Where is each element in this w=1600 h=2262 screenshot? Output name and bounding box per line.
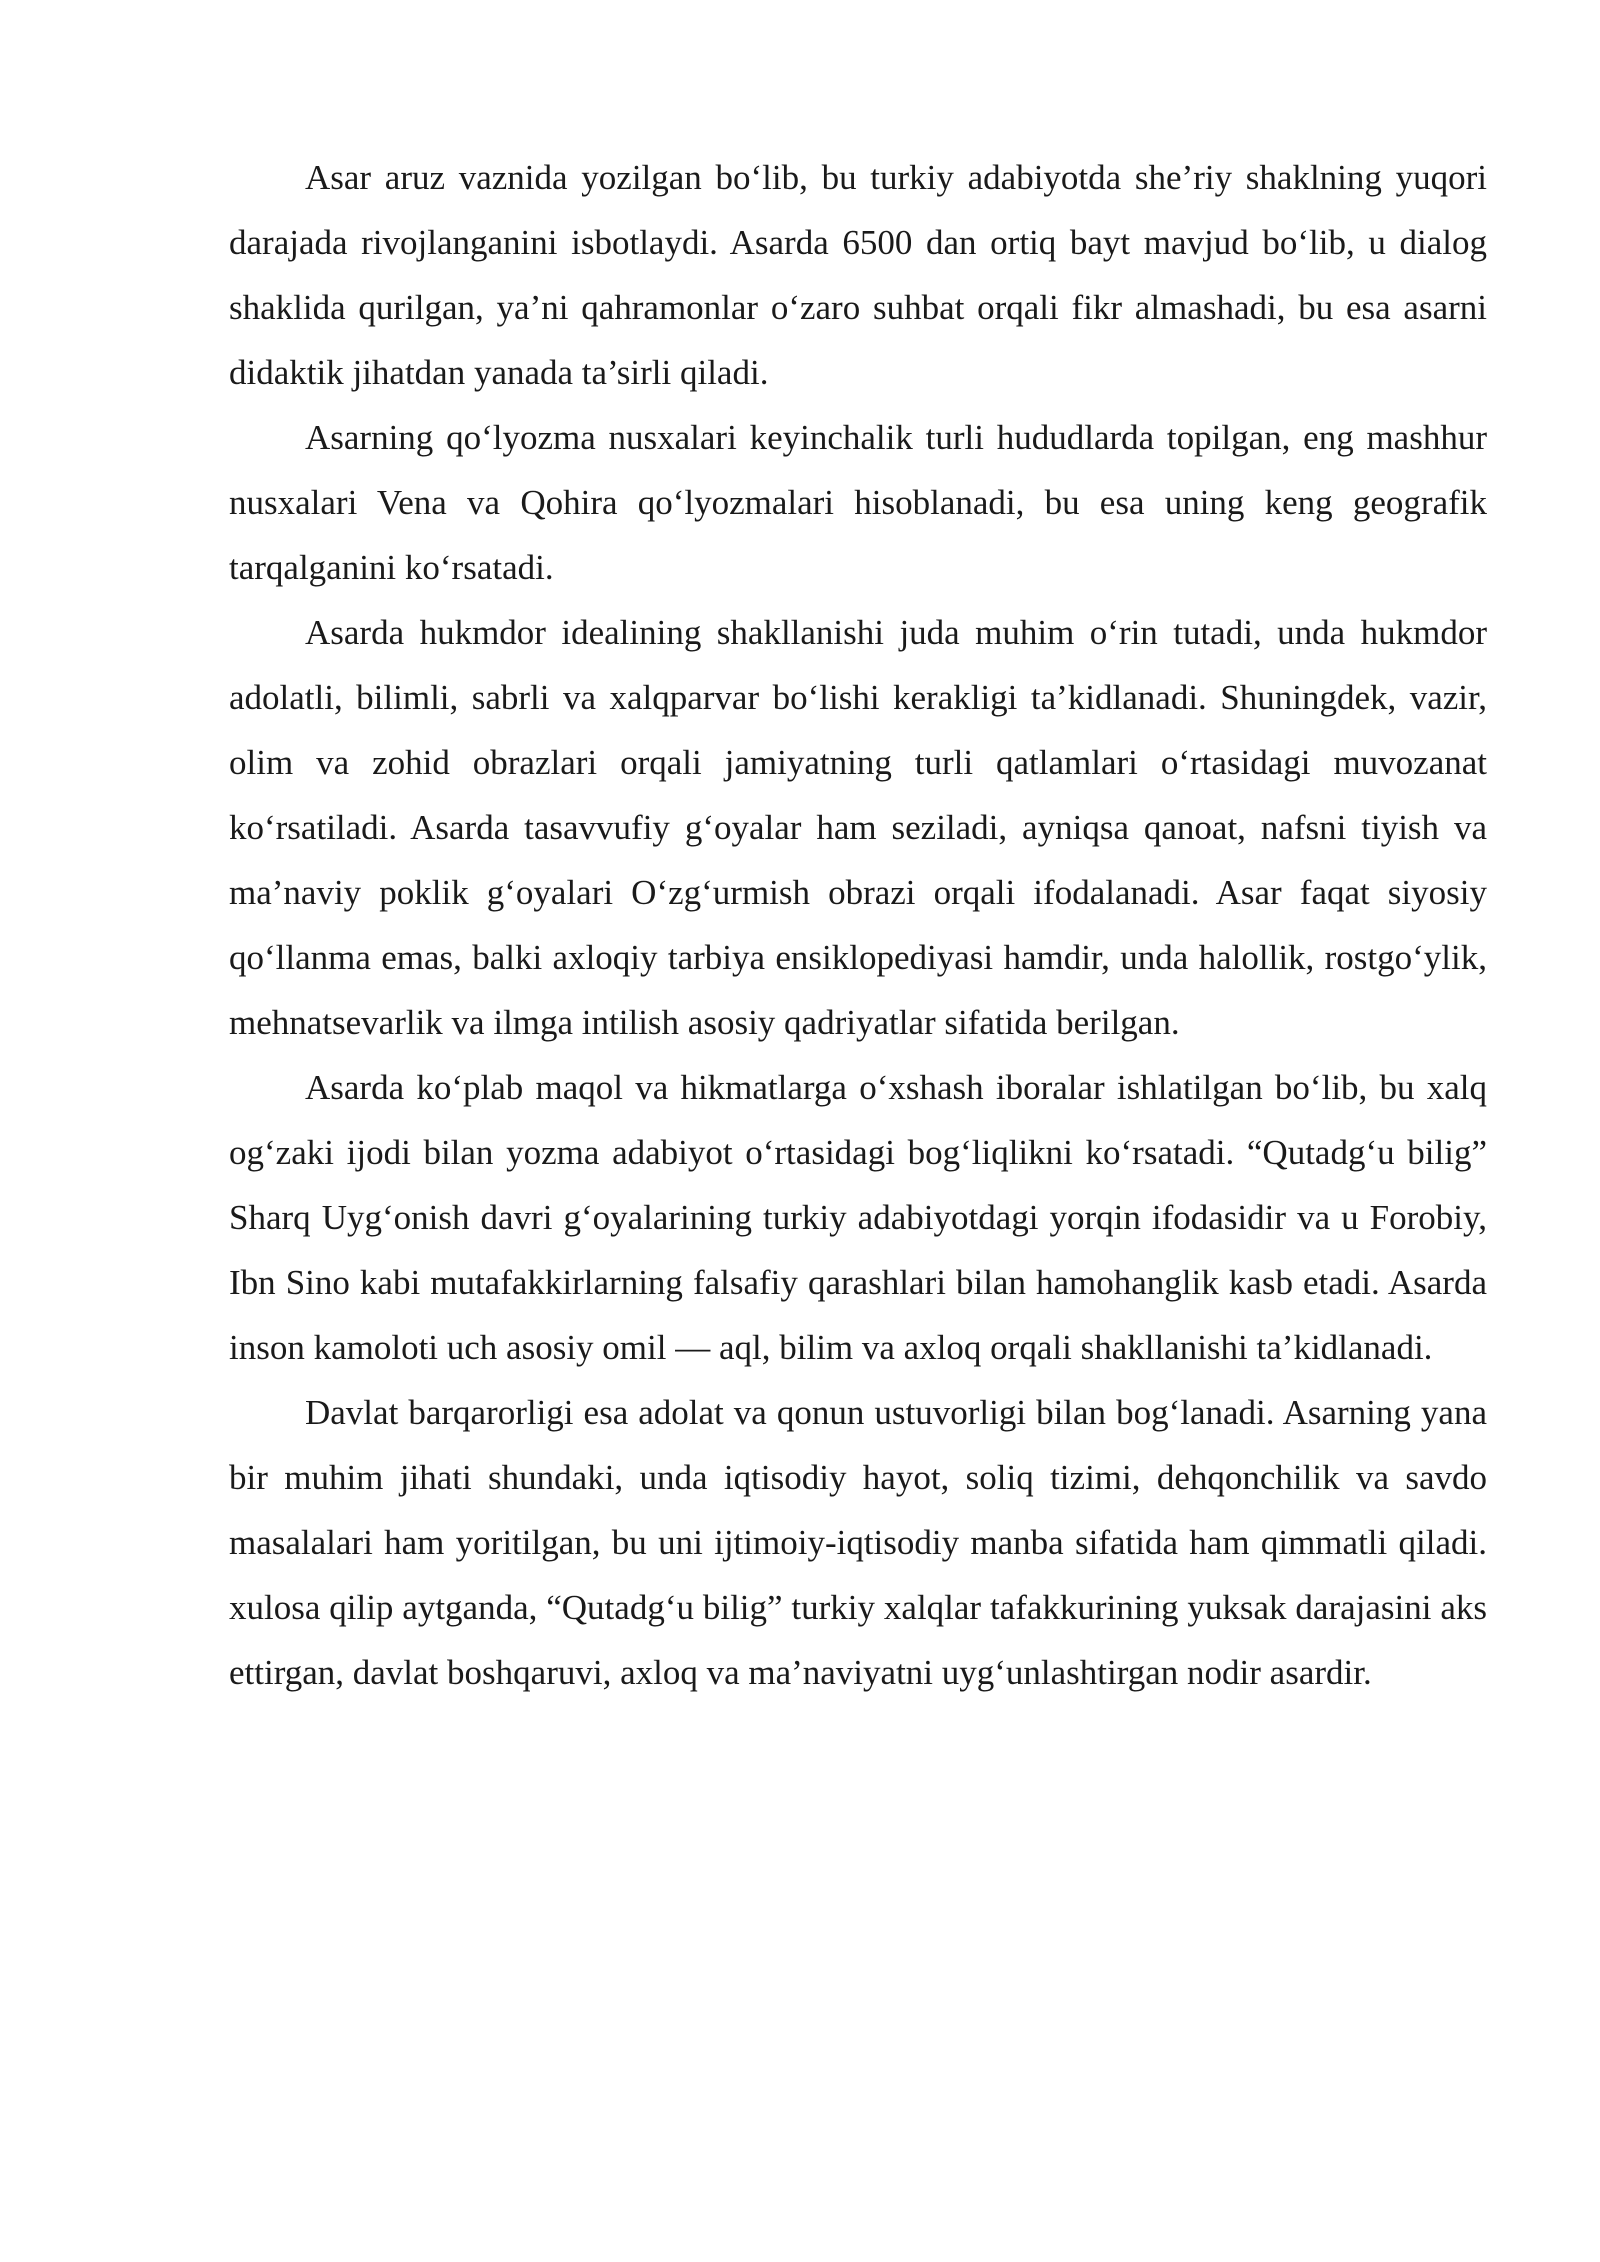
document-page bbox=[229, 145, 1487, 1705]
paragraph-4: Asarda ko‘plab maqol va hikmatlarga o‘xshash iboralar ishlatilgan bo‘lib, bu xalq og‘zaki ijodi bilan yozma adabiyot o‘rtasidagi bog‘liqlikni ko‘rsatadi. “Qutadg‘u bilig” Sharq Uyg‘onish davri g‘oyalarining turkiy adabiyotdagi yorqin ifodasidir va u Forobiy, Ibn Sino kabi mutafakkirlarning falsafiy qarashlari bilan hamohanglik kasb etadi. Asarda inson kamoloti uch asosiy omil — aql, bilim va axloq orqali shakllanishi ta’kidlanadi. bbox=[229, 1068, 1487, 1367]
paragraph-2: Asarning qo‘lyozma nusxalari keyinchalik turli hududlarda topilgan, eng mashhur nusxalari Vena va Qohira qo‘lyozmalari hisoblanadi, bu esa uning keng geografik tarqalganini ko‘rsatadi. bbox=[229, 418, 1487, 587]
paragraph-1: Asar aruz vaznida yozilgan bo‘lib, bu turkiy adabiyotda she’riy shaklning yuqori darajada rivojlanganini isbotlaydi. Asarda 6500 dan ortiq bayt mavjud bo‘lib, u dialog shaklida qurilgan, ya’ni qahramonlar o‘zaro suhbat orqali fikr almashadi, bu esa asarni didaktik jihatdan yanada ta’sirli qiladi. bbox=[229, 158, 1487, 392]
paragraph-3: Asarda hukmdor idealining shakllanishi juda muhim o‘rin tutadi, unda hukmdor adolatli, bilimli, sabrli va xalqparvar bo‘lishi kerakligi ta’kidlanadi. Shuningdek, vazir, olim va zohid obrazlari orqali jamiyatning turli qatlamlari o‘rtasidagi muvozanat ko‘rsatiladi. Asarda tasavvufiy g‘oyalar ham seziladi, ayniqsa qanoat, nafsni tiyish va ma’naviy poklik g‘oyalari O‘zg‘urmish obrazi orqali ifodalanadi. Asar faqat siyosiy qo‘llanma emas, balki axloqiy tarbiya ensiklopediyasi hamdir, unda halollik, rostgo‘ylik, mehnatsevarlik va ilmga intilish asosiy qadriyatlar sifatida berilgan. bbox=[229, 613, 1487, 1042]
paragraph-5: Davlat barqarorligi esa adolat va qonun ustuvorligi bilan bog‘lanadi. Asarning yana bir muhim jihati shundaki, unda iqtisodiy hayot, soliq tizimi, dehqonchilik va savdo masalalari ham yoritilgan, bu uni ijtimoiy-iqtisodiy manba sifatida ham qimmatli qiladi. xulosa qilip aytganda, “Qutadg‘u bilig” turkiy xalqlar tafakkurining yuksak darajasini aks ettirgan, davlat boshqaruvi, axloq va ma’naviyatni uyg‘unlashtirgan nodir asardir. bbox=[229, 1393, 1487, 1692]
